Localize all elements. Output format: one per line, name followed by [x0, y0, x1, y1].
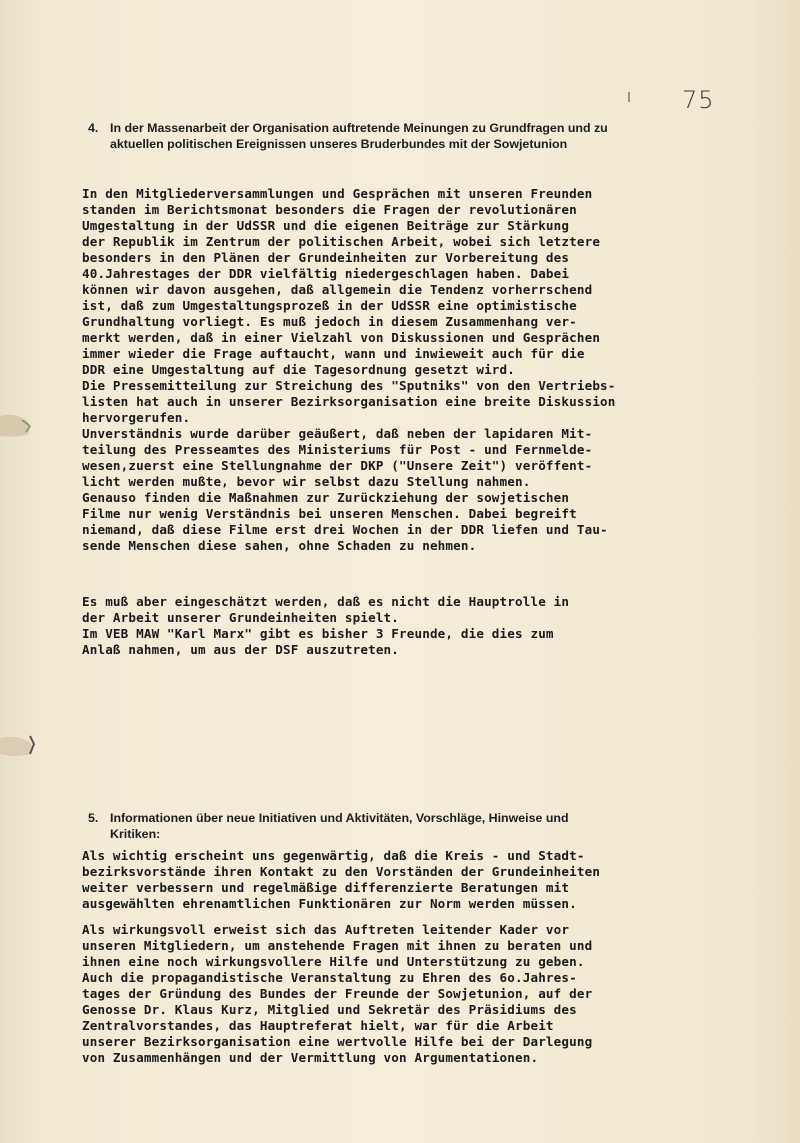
typed-line: tages der Gründung des Bundes der Freunde der Sowjetunion, auf der [82, 986, 593, 1001]
typed-line: immer wieder die Frage auftaucht, wann und inwieweit auch für die [82, 346, 585, 361]
section-4-number: 4. [88, 121, 99, 135]
typed-line: ihnen eine noch wirkungsvollere Hilfe und Unterstützung zu geben. [82, 954, 585, 969]
paper-edge-mark [0, 728, 38, 762]
section-5-number: 5. [88, 811, 99, 825]
typed-line: wesen,zuerst eine Stellungnahme der DKP ("Unsere Zeit") veröffent- [82, 458, 593, 473]
section-5-title: Informationen über neue Initiativen und Aktivitäten, Vorschläge, Hinweise und Kritiken: [110, 811, 569, 841]
typed-line: niemand, daß diese Filme erst drei Wochen in der DDR liefen und Tau- [82, 522, 608, 537]
section-4-title: In der Massenarbeit der Organisation auftretende Meinungen zu Grundfragen und zu aktuellen politischen Ereignissen unseres Bruderbundes mit der Sowjetunion [110, 121, 608, 151]
typed-line: Auch die propagandistische Veranstaltung zu Ehren des 6o.Jahres- [82, 970, 577, 985]
typed-line: 40.Jahrestages der DDR vielfältig niedergeschlagen haben. Dabei [82, 266, 570, 281]
typed-line: sende Menschen diese sahen, ohne Schaden zu nehmen. [82, 538, 477, 553]
typed-line: weiter verbessern und regelmäßige differenzierte Beratungen mit [82, 880, 570, 895]
margin-mark [628, 92, 630, 102]
typed-line: Umgestaltung in der UdSSR und die eigenen Beiträge zur Stärkung [82, 218, 570, 233]
section-4-paragraph-1 [82, 186, 616, 554]
typed-line: In den Mitgliederversammlungen und Gesprächen mit unseren Freunden [82, 186, 593, 201]
typed-line: Die Pressemitteilung zur Streichung des "Sputniks" von den Vertriebs- [82, 378, 616, 393]
typed-line: von Zusammenhängen und der Vermittlung von Argumentationen. [82, 1050, 539, 1065]
page-number: 75 [682, 86, 715, 114]
typed-line: Filme nur wenig Verständnis bei unseren Menschen. Dabei begreift [82, 506, 577, 521]
typed-line: hervorgerufen. [82, 410, 191, 425]
typed-line: Im VEB MAW "Karl Marx" gibt es bisher 3 Freunde, die dies zum [82, 626, 554, 641]
typed-line: unseren Mitgliedern, um anstehende Fragen mit ihnen zu beraten und [82, 938, 593, 953]
section-5-paragraph-1 [82, 848, 600, 912]
typed-line: können wir davon ausgehen, daß allgemein die Tendenz vorherrschend [82, 282, 593, 297]
typed-line: standen im Berichtsmonat besonders die Fragen der revolutionären [82, 202, 577, 217]
section-5-paragraph-2 [82, 922, 592, 1066]
typed-line: ist, daß zum Umgestaltungsprozeß in der UdSSR eine optimistische [82, 298, 577, 313]
typed-line: Unverständnis wurde darüber geäußert, daß neben der lapidaren Mit- [82, 426, 593, 441]
typed-line: Genauso finden die Maßnahmen zur Zurückziehung der sowjetischen [82, 490, 570, 505]
typed-line: Anlaß nahmen, um aus der DSF auszutreten. [82, 642, 400, 657]
typed-line: listen hat auch in unserer Bezirksorganisation eine breite Diskussion [82, 394, 616, 409]
section-4-paragraph-2 [82, 594, 569, 658]
typed-line: Als wichtig erscheint uns gegenwärtig, daß die Kreis - und Stadt- [82, 848, 585, 863]
paper-edge-stain [0, 408, 38, 442]
typed-line: teilung des Presseamtes des Ministeriums für Post - und Fernmelde- [82, 442, 593, 457]
section-5-heading [88, 810, 590, 842]
typed-line: Genosse Dr. Klaus Kurz, Mitglied und Sekretär des Präsidiums des [82, 1002, 577, 1017]
typed-line: Grundhaltung vorliegt. Es muß jedoch in diesem Zusammenhang ver- [82, 314, 577, 329]
typed-line: der Arbeit unserer Grundeinheiten spielt. [82, 610, 400, 625]
typed-line: ausgewählten ehrenamtlichen Funktionären zur Norm werden müssen. [82, 896, 577, 911]
typed-line: unserer Bezirksorganisation eine wertvolle Hilfe bei der Darlegung [82, 1034, 593, 1049]
typed-line: Zentralvorstandes, das Hauptreferat hielt, war für die Arbeit [82, 1018, 554, 1033]
typed-line: licht werden mußte, bevor wir selbst dazu Stellung nahmen. [82, 474, 531, 489]
section-4-heading [88, 120, 650, 152]
typed-line: Es muß aber eingeschätzt werden, daß es nicht die Hauptrolle in [82, 594, 570, 609]
typed-line: Als wirkungsvoll erweist sich das Auftreten leitender Kader vor [82, 922, 570, 937]
typed-line: merkt werden, daß in einer Vielzahl von Diskussionen und Gesprächen [82, 330, 601, 345]
typed-line: DDR eine Umgestaltung auf die Tagesordnung gesetzt wird. [82, 362, 515, 377]
typed-line: der Republik im Zentrum der politischen Arbeit, wobei sich letztere [82, 234, 601, 249]
typed-line: bezirksvorstände ihren Kontakt zu den Vorständen der Grundeinheiten [82, 864, 601, 879]
typed-line: besonders in den Plänen der Grundeinheiten zur Vorbereitung des [82, 250, 570, 265]
